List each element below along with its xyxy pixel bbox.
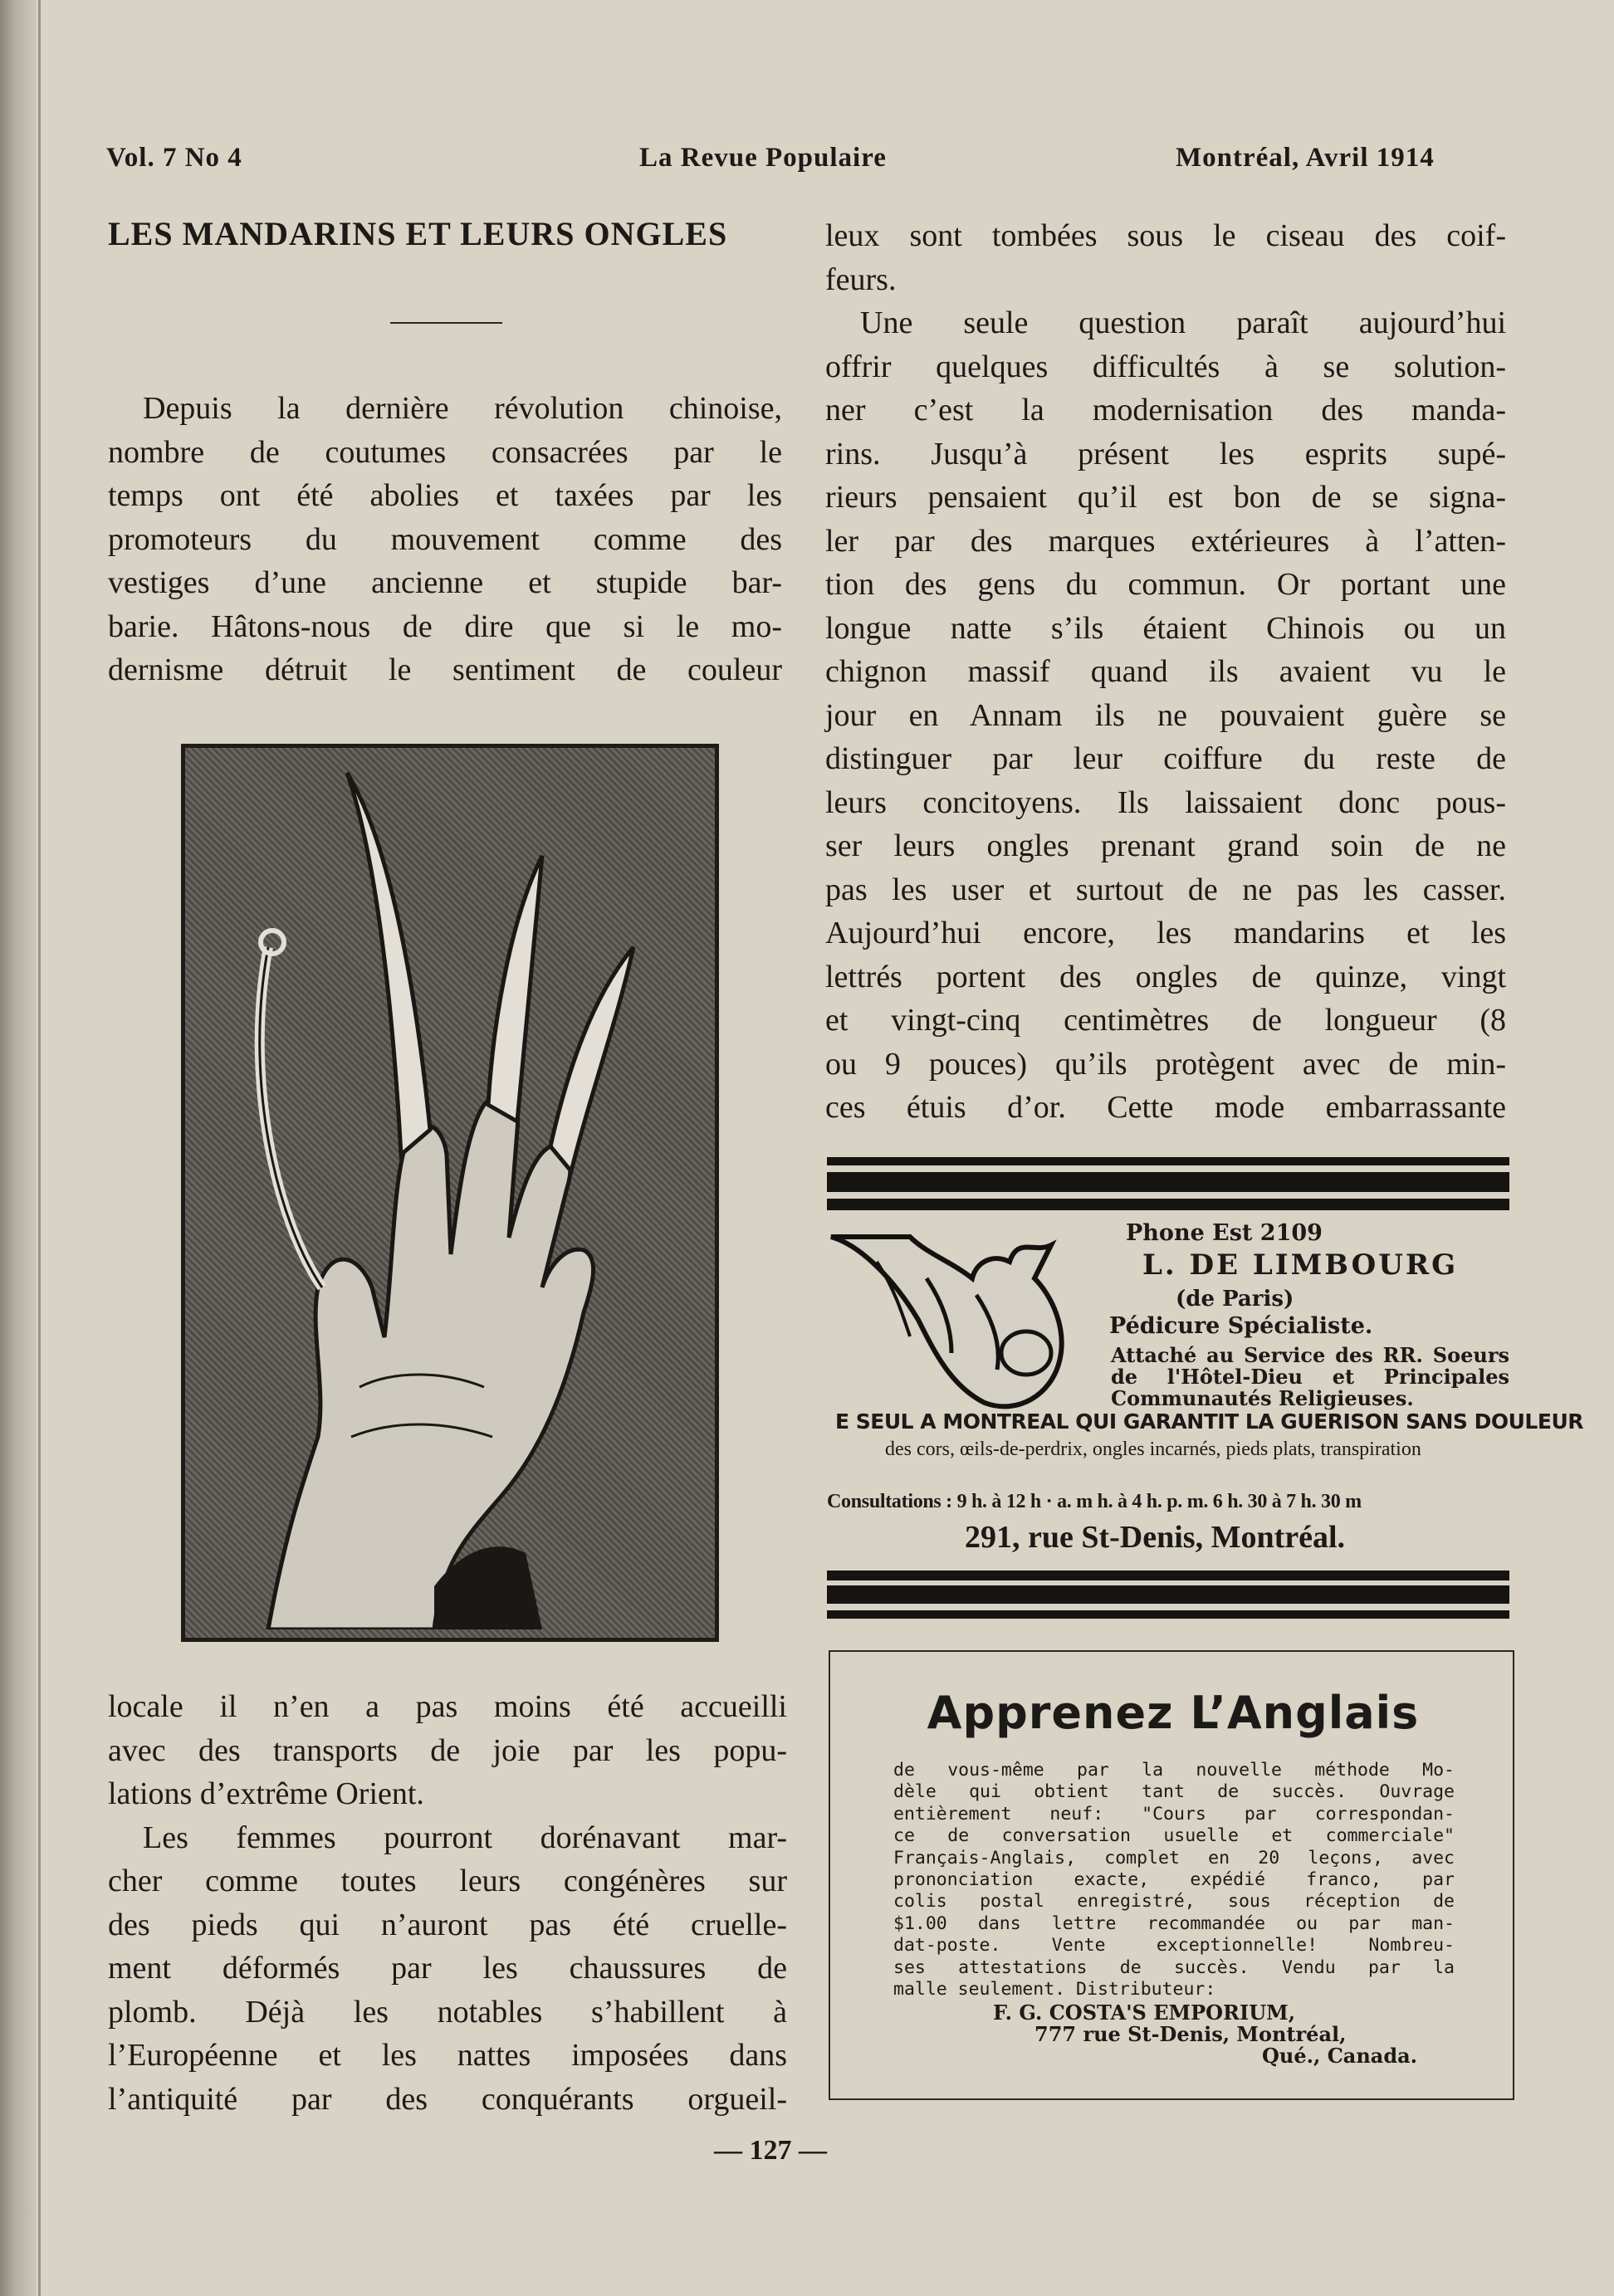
text-line: colis postal enregistré, sous réception de — [893, 1891, 1455, 1913]
text-line: offrir quelques difficultés à se solution- — [825, 349, 1506, 384]
text-line: ce de conversation usuelle et commerciale" — [893, 1825, 1455, 1847]
text-line: leurs concitoyens. Ils laissaient donc pous- — [825, 784, 1506, 820]
text-line: jour en Annam ils ne pouvaient guère se — [825, 697, 1506, 733]
text-line: lations d’extrême Orient. — [108, 1776, 424, 1811]
mandarin-hand-illustration — [181, 744, 719, 1642]
text-line: leux sont tombées sous le ciseau des coif- — [825, 218, 1506, 253]
text-line: vestiges d’une ancienne et stupide bar- — [108, 565, 782, 600]
foot-icon — [827, 1229, 1068, 1411]
publication-title: La Revue Populaire — [639, 143, 887, 173]
ad-address: 291, rue St-Denis, Montréal. — [965, 1520, 1346, 1555]
text-line: l’antiquité par des conquérants orgueil- — [108, 2081, 787, 2117]
text-line: promoteurs du mouvement comme des — [108, 521, 782, 557]
text-line: ner c’est la modernisation des manda- — [825, 393, 1506, 427]
volume-number: Vol. 7 No 4 — [106, 143, 242, 173]
text-line: plomb. Déjà les notables s’habillent à — [108, 1994, 787, 2030]
issue-date: Montréal, Avril 1914 — [1176, 143, 1435, 173]
ad-origin: (de Paris) — [1176, 1287, 1294, 1312]
text-line: malle seulement. Distributeur: — [893, 1978, 1216, 2000]
text-line: tion des gens du commun. Or portant une — [825, 567, 1506, 602]
text-line: longue natte s’ils étaient Chinois ou un — [825, 610, 1506, 646]
ad-specialty: Pédicure Spécialiste. — [1109, 1313, 1373, 1339]
title-rule — [390, 322, 502, 324]
text-line: dernisme détruit le sentiment de couleur — [108, 652, 782, 687]
ad-body-text — [893, 1760, 1455, 2000]
page-number: — 127 — — [714, 2135, 827, 2166]
text-line: chignon massif quand ils avaient vu le — [825, 654, 1506, 689]
ad-ailments: des cors, œils-de-perdrix, ongles incarnés, pieds plats, transpiration — [885, 1439, 1421, 1460]
text-line: l’Européenne et les nattes imposées dans — [108, 2038, 787, 2073]
ad-distributor-region: Qué., Canada. — [1262, 2044, 1418, 2068]
text-line: rins. Jusqu’à présent les esprits supé- — [825, 436, 1506, 471]
ad-practitioner-name: L. DE LIMBOURG — [1142, 1248, 1459, 1282]
ad-guarantee: E SEUL A MONTREAL QUI GARANTIT LA GUERISON SANS DOULEUR — [835, 1409, 1583, 1434]
text-line: $1.00 dans lettre recommandée ou par man- — [893, 1913, 1455, 1934]
text-line: rieurs pensaient qu’il est bon de se signa- — [825, 480, 1506, 515]
pedicure-advertisement — [827, 1220, 1583, 1569]
ad-bottom-bar — [827, 1571, 1509, 1580]
ad-headline: Apprenez L’Anglais — [927, 1687, 1420, 1739]
article-left-top-text — [108, 387, 782, 692]
text-line: et vingt-cinq centimètres de longueur (8 — [825, 1003, 1506, 1038]
english-lessons-advertisement — [829, 1650, 1514, 2100]
text-line: de vous-même par la nouvelle méthode Mo- — [893, 1760, 1455, 1781]
text-line: distinguer par leur coiffure du reste de — [825, 741, 1506, 776]
text-line: lettrés portent des ongles de quinze, vingt — [825, 959, 1506, 994]
article-title: LES MANDARINS ET LEURS ONGLES — [108, 215, 728, 252]
ad-distributor-name: F. G. COSTA'S EMPORIUM, — [993, 2000, 1296, 2025]
text-line: Les femmes pourront dorénavant mar- — [143, 1820, 787, 1855]
ad-phone: Phone Est 2109 — [1126, 1220, 1323, 1246]
hand-with-long-nails-image — [193, 756, 707, 1629]
article-right-text — [825, 214, 1506, 1130]
text-line: Une seule question paraît aujourd’hui — [860, 305, 1506, 340]
text-line: barie. Hâtons-nous de dire que si le mo- — [108, 608, 782, 644]
text-line: entièrement neuf: "Cours par correspondan- — [893, 1803, 1455, 1825]
page-gutter-line — [38, 0, 41, 2296]
text-line: Français-Anglais, complet en 20 leçons, avec — [893, 1847, 1455, 1869]
text-line: dat-poste. Vente exceptionnelle! Nombreu- — [893, 1935, 1455, 1956]
text-line: prononciation exacte, expédié franco, par — [893, 1869, 1455, 1890]
text-line: ler par des marques extérieures à l’atten- — [825, 523, 1506, 559]
text-line: ment déformés par les chaussures de — [108, 1951, 787, 1986]
text-line: cher comme toutes leurs congénères sur — [108, 1864, 787, 1898]
text-line: des pieds qui n’auront pas été cruelle- — [108, 1907, 787, 1942]
text-line: temps ont été abolies et taxées par les — [108, 478, 782, 513]
text-line: locale il n’en a pas moins été accueilli — [108, 1689, 787, 1724]
text-line: feurs. — [825, 261, 897, 297]
text-line: pas les user et surtout de ne pas les casser. — [825, 872, 1506, 907]
ad-distributor-address: 777 rue St-Denis, Montréal, — [1034, 2022, 1347, 2046]
page-spine-shadow — [0, 0, 37, 2296]
text-line: ou 9 pouces) qu’ils protègent avec de min- — [825, 1046, 1506, 1082]
text-line: dèle qui obtient tant de succès. Ouvrage — [893, 1781, 1455, 1803]
ad-bottom-bar — [827, 1585, 1509, 1604]
ad-bottom-bar — [827, 1610, 1509, 1619]
text-line: ses attestations de succès. Vendu par la — [893, 1956, 1455, 1978]
ad-affiliation: Attaché au Service des RR. Soeurs de l'Hôtel-Dieu et Principales Communautés Religieuses. — [1111, 1343, 1509, 1410]
text-line: nombre de coutumes consacrées par le — [108, 434, 782, 470]
ad-hours: Consultations : 9 h. à 12 h · a. m h. à 4 h. p. m. 6 h. 30 à 7 h. 30 m — [827, 1491, 1362, 1512]
ad-top-bar — [827, 1157, 1509, 1165]
text-line: ces étuis d’or. Cette mode embarrassante — [825, 1090, 1506, 1125]
article-left-bottom-text — [108, 1685, 787, 2121]
text-line: ser leurs ongles prenant grand soin de ne — [825, 828, 1506, 863]
text-line: Aujourd’hui encore, les mandarins et les — [825, 916, 1506, 950]
text-line: Depuis la dernière révolution chinoise, — [143, 391, 782, 426]
ad-top-bar — [827, 1172, 1509, 1192]
text-line: avec des transports de joie par les popu- — [108, 1732, 787, 1768]
ad-top-bar — [827, 1199, 1509, 1210]
